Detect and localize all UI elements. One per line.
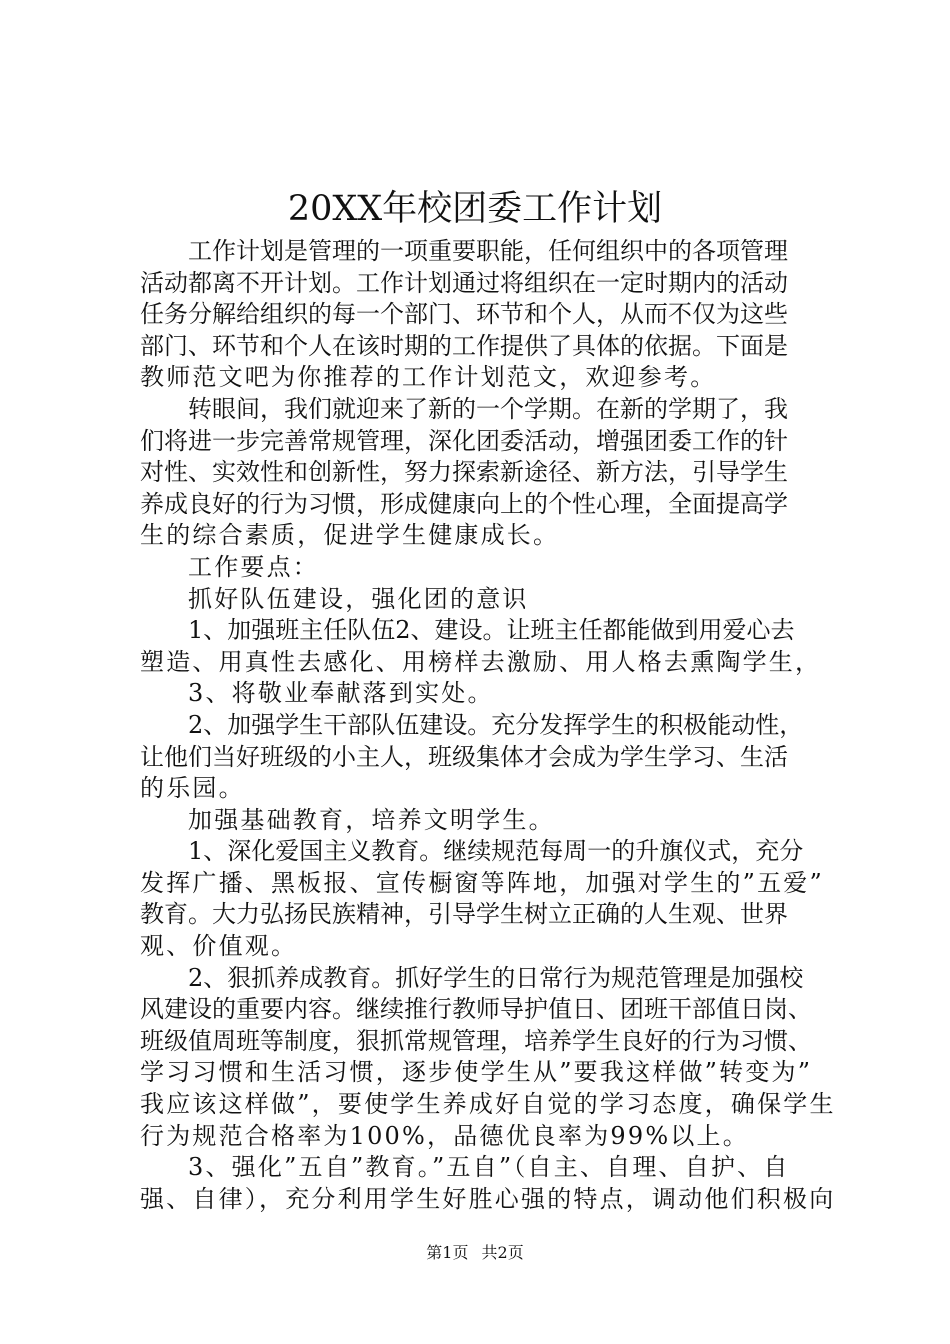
text-line: 工作计划是管理的一项重要职能，任何组织中的各项管理 (188, 237, 788, 265)
text-line: 班级值周班等制度，狠抓常规管理，培养学生良好的行为习惯、 (140, 1026, 812, 1055)
text-line: 1、深化爱国主义教育。继续规范每周一的升旗仪式，充分 (188, 837, 804, 866)
text-line: 教师范文吧为你推荐的工作计划范文，欢迎参考。 (140, 363, 717, 392)
text-line: 教育。大力弘扬民族精神，引导学生树立正确的人生观、世界 (140, 900, 788, 929)
text-line: 转眼间，我们就迎来了新的一个学期。在新的学期了，我 (188, 394, 788, 423)
page-footer (0, 1242, 950, 1264)
page-number: 第1页 (426, 1243, 469, 1262)
text-line: 3、将敬业奉献落到实处。 (188, 679, 494, 708)
text-line: 对性、实效性和创新性，努力探索新途径、新方法，引导学生 (140, 458, 788, 487)
text-line: 风建设的重要内容。继续推行教师导护值日、团班干部值日岗、 (140, 995, 812, 1024)
text-line: 我应该这样做”，要使学生养成好自觉的学习态度，确保学生 (140, 1090, 836, 1119)
text-line: 让他们当好班级的小主人，班级集体才会成为学生学习、生活 (140, 742, 788, 771)
text-line: 的乐园。 (140, 774, 245, 803)
text-line: 塑造、用真性去感化、用榜样去激励、用人格去熏陶学生， (140, 647, 822, 676)
text-line: 发挥广播、黑板报、宣传橱窗等阵地，加强对学生的”五爱” (140, 868, 824, 897)
text-line: 行为规范合格率为100%，品德优良率为99%以上。 (140, 1121, 749, 1150)
text-line: 2、狠抓养成教育。抓好学生的日常行为规范管理是加强校 (188, 963, 804, 992)
text-line: 加强基础教育，培养文明学生。 (188, 805, 555, 834)
document-title: 20XX年校团委工作计划 (287, 189, 663, 229)
text-line: 任务分解给组织的每一个部门、环节和个人，从而不仅为这些 (140, 300, 788, 329)
text-line: 强、自律），充分利用学生好胜心强的特点，调动他们积极向 (140, 1184, 836, 1213)
page-total: 共2页 (481, 1243, 524, 1262)
text-line: 1、加强班主任队伍2、建设。让班主任都能做到用爱心去 (188, 616, 795, 645)
text-line: 生的综合素质，促进学生健康成长。 (140, 521, 560, 550)
text-line: 2、加强学生干部队伍建设。充分发挥学生的积极能动性， (188, 710, 804, 739)
text-line: 抓好队伍建设，强化团的意识 (188, 584, 529, 613)
document-body (140, 236, 840, 1215)
text-line: 工作要点： (188, 552, 319, 581)
text-line: 部门、环节和个人在该时期的工作提供了具体的依据。下面是 (140, 331, 788, 360)
text-line: 活动都离不开计划。工作计划通过将组织在一定时期内的活动 (140, 268, 788, 297)
text-line: 3、强化”五自”教育。”五自”（自主、自理、自护、自 (188, 1153, 790, 1182)
text-line: 养成良好的行为习惯，形成健康向上的个性心理，全面提高学 (140, 489, 788, 518)
text-line: 观、价值观。 (140, 932, 298, 961)
text-line: 们将进一步完善常规管理，深化团委活动，增强团委工作的针 (140, 426, 788, 455)
text-line: 学习习惯和生活习惯，逐步使学生从”要我这样做”转变为” (140, 1058, 813, 1087)
